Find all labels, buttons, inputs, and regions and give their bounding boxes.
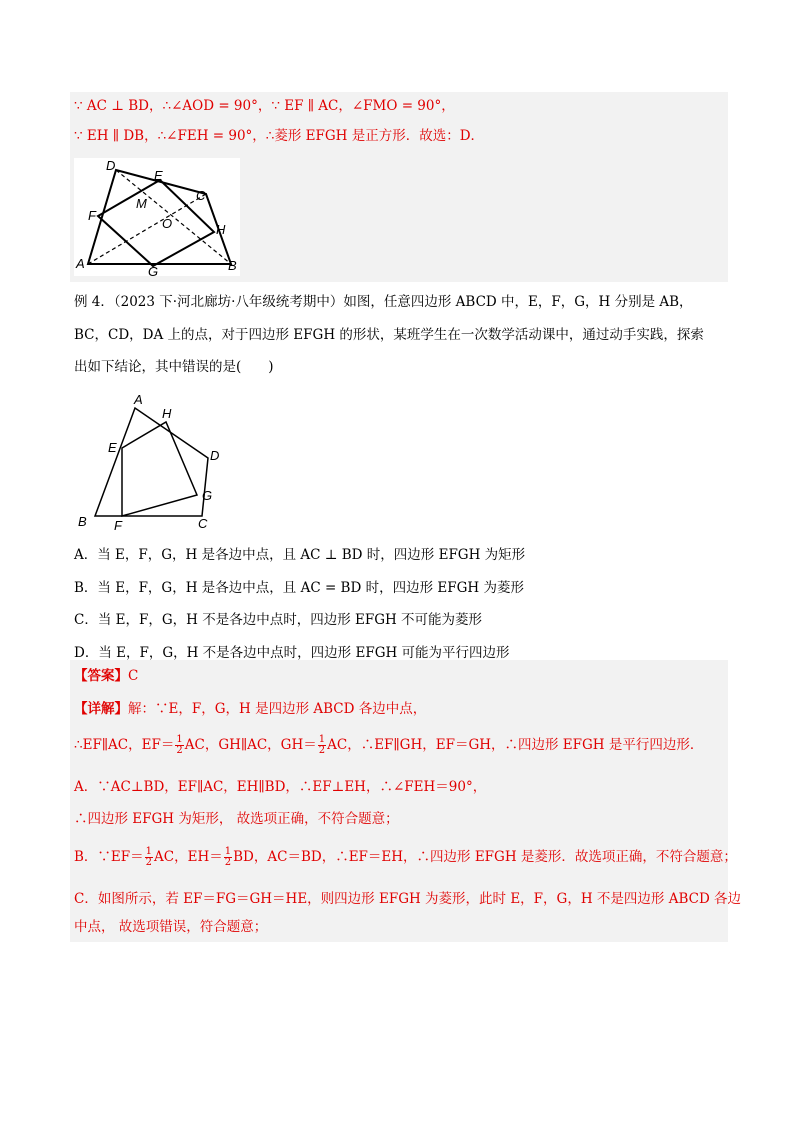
fig2-label-G: G	[202, 488, 213, 503]
detail-line-1	[74, 699, 426, 719]
answer-line	[74, 666, 138, 686]
figure-square-diagram	[74, 158, 240, 276]
fig1-label-O: O	[162, 216, 173, 231]
detail-tag: 【详解】	[74, 701, 128, 717]
fig1-label-A: A	[76, 256, 85, 271]
detail-text-2a: ∴EF∥AC，EF＝	[74, 737, 175, 753]
fraction-half: $\frac{1}{2}$	[318, 734, 326, 756]
fig1-label-H: H	[216, 222, 226, 237]
fig1-label-D: D	[106, 158, 116, 173]
option-a: A．当 E，F，G，H 是各边中点，且 AC ⊥ BD 时，四边形 EFGH 为矩形	[74, 547, 526, 563]
fig1-label-E: E	[154, 168, 163, 183]
fig1-label-C: C	[196, 188, 206, 203]
fraction-half: $\frac{1}{2}$	[145, 846, 153, 868]
fig2-label-C: C	[198, 516, 208, 531]
fig2-label-E: E	[108, 440, 117, 455]
detail-line-4: ∴四边形 EFGH 为矩形， 故选项正确，不符合题意；	[74, 811, 399, 827]
fraction-half: $\frac{1}{2}$	[176, 734, 183, 756]
option-c: C．当 E，F，G，H 不是各边中点时，四边形 EFGH 不可能为菱形	[74, 612, 483, 628]
fig1-label-M: M	[136, 196, 147, 211]
fig2-label-A: A	[134, 392, 143, 407]
detail-line-3: A．∵AC⊥BD，EF∥AC，EH∥BD，∴EF⊥EH，∴∠FEH＝90°，	[74, 779, 487, 795]
fig2-label-H: H	[162, 406, 172, 421]
top-solution-line-2: ∵ EH ∥ DB，∴∠FEH = 90°，∴菱形 EFGH 是正方形．故选：D．	[74, 128, 485, 144]
top-solution-line-1: ∵ AC ⊥ BD，∴∠AOD = 90°，∵ EF ∥ AC，∠FMO = 90°，	[74, 98, 455, 114]
example-question-line-3: 出如下结论，其中错误的是( )	[74, 359, 274, 375]
detail-text-5c: BD，AC＝BD，∴EF＝EH，∴四边形 EFGH 是菱形．故选项正确，不符合题意；	[233, 849, 737, 865]
fig2-label-D: D	[210, 448, 220, 463]
example-question-line-2: BC，CD，DA 上的点，对于四边形 EFGH 的形状，某班学生在一次数学活动课中，通过动手实践，探索	[74, 327, 704, 343]
detail-line-5	[74, 847, 737, 868]
detail-text-5b: AC，EH＝	[154, 849, 223, 865]
example-question-line-1: 例 4．（2023 下·河北廊坊·八年级统考期中）如图，任意四边形 ABCD 中，E，F，G，H 分别是 AB，	[74, 294, 693, 310]
detail-text-2c: AC，∴EF∥GH，EF＝GH，∴四边形 EFGH 是平行四边形．	[327, 737, 704, 753]
option-d: D．当 E，F，G，H 不是各边中点时，四边形 EFGH 可能为平行四边形	[74, 645, 510, 661]
fig2-label-B: B	[78, 514, 87, 529]
answer-value: C	[128, 668, 139, 684]
detail-text-5a: B．∵EF＝	[74, 849, 144, 865]
detail-text-2b: AC，GH∥AC，GH＝	[184, 737, 317, 753]
answer-tag: 【答案】	[74, 668, 128, 684]
option-b: B．当 E，F，G，H 是各边中点，且 AC = BD 时，四边形 EFGH 为菱形	[74, 580, 524, 596]
fraction-half: $\frac{1}{2}$	[224, 846, 232, 868]
detail-line-2	[74, 735, 703, 756]
fig1-label-B: B	[228, 258, 237, 273]
detail-text-1: 解：∵E，F，G，H 是四边形 ABCD 各边中点，	[128, 701, 427, 717]
fig2-label-F: F	[114, 518, 122, 533]
detail-line-6: C．如图所示，若 EF＝FG＝GH＝HE，则四边形 EFGH 为菱形，此时 E，F，G，H 不是四边形 ABCD 各边	[74, 891, 742, 907]
detail-line-7: 中点， 故选项错误，符合题意；	[74, 919, 268, 935]
figure-quadrilateral-diagram	[72, 388, 232, 534]
fig1-label-F: F	[88, 208, 96, 223]
fig1-label-G: G	[148, 264, 159, 276]
